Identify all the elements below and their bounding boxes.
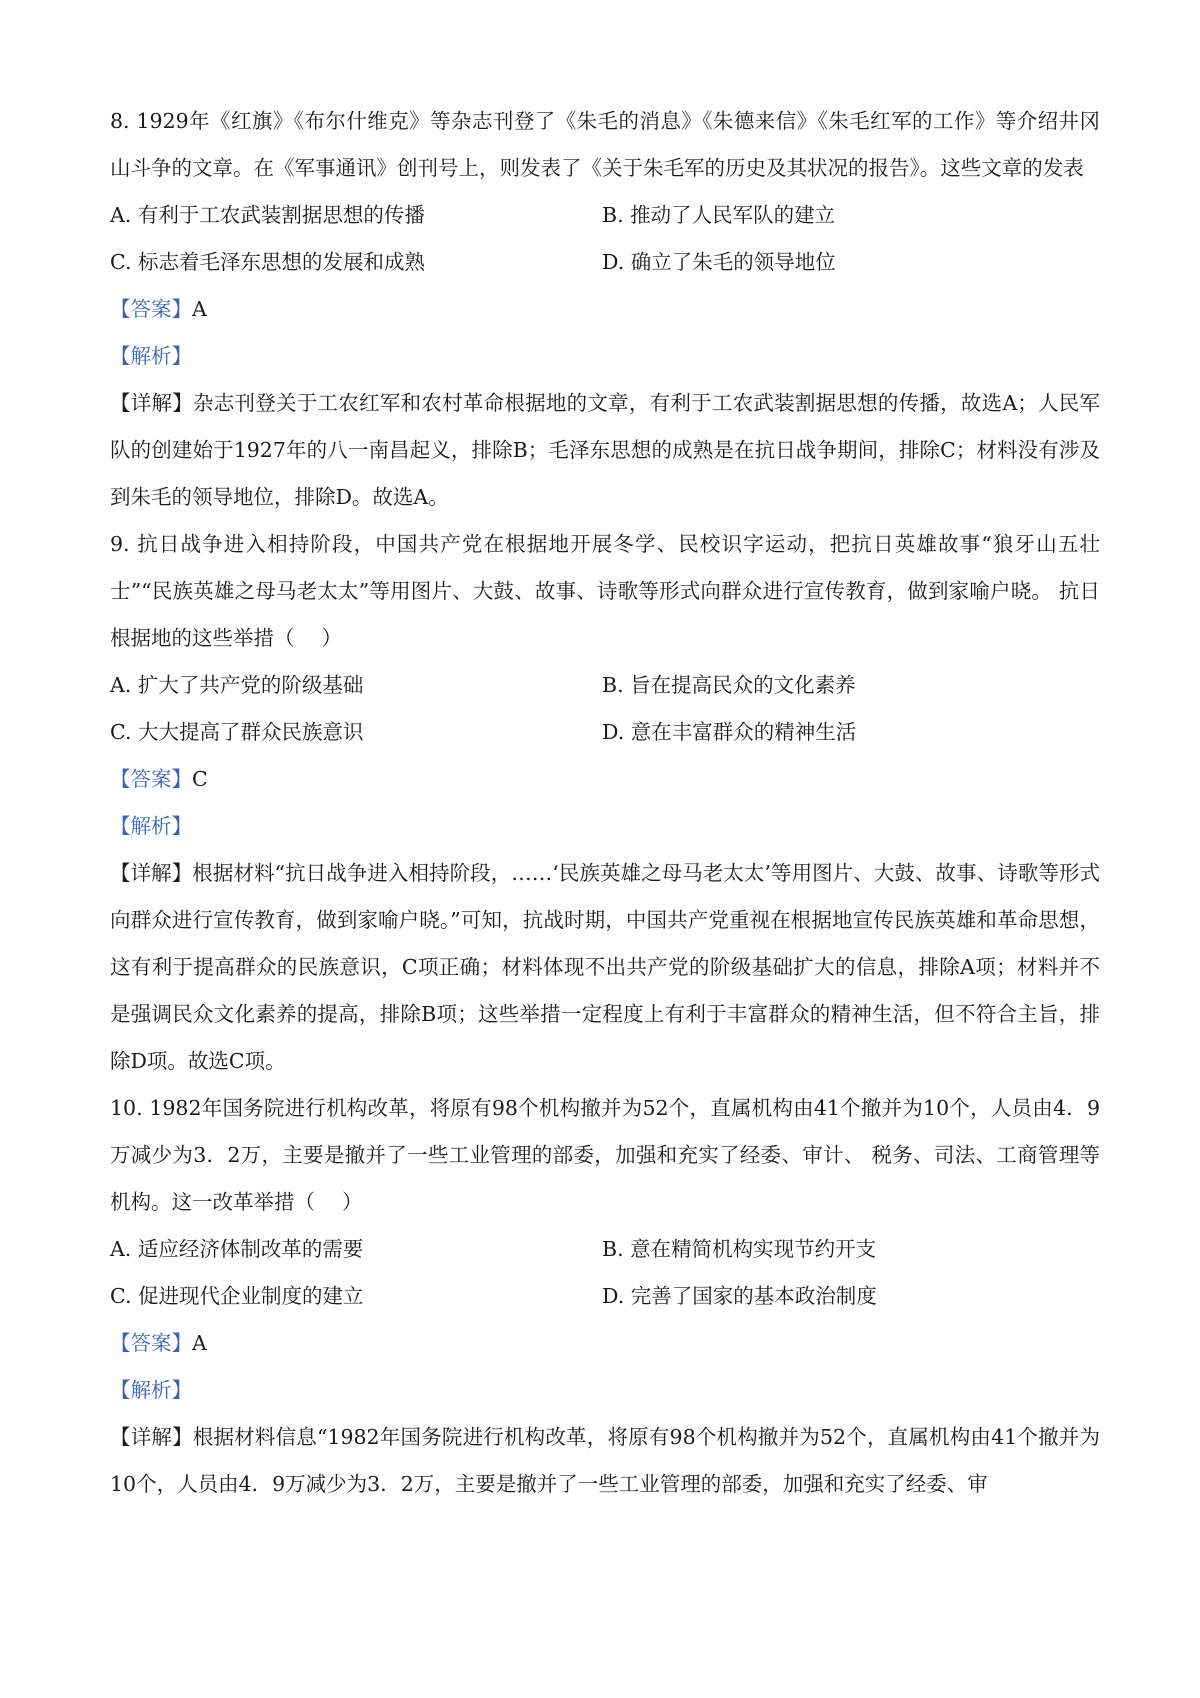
question-stem: 9. 抗日战争进入相持阶段，中国共产党在根据地开展冬学、民校识字运动，把抗日英雄故事“狼牙山五壮士”“民族英雄之母马老太太”等用图片、大鼓、故事、诗歌等形式向群众进行宣传教育，做到家喻户晓。 抗日根据地的这些举措（ ） [110,532,1100,650]
option-c: C. 大大提高了群众民族意识 [110,720,364,744]
question-8 [110,98,1100,521]
answer-label: 【答案】 [110,1331,192,1355]
detail-label: 【详解】 [110,391,194,415]
detail-paragraph [110,1414,1100,1508]
answer-label: 【答案】 [110,297,192,321]
question-10 [110,1085,1100,1508]
option-a: A. 适应经济体制改革的需要 [110,1237,364,1261]
document-page [110,98,1100,1508]
option-a: A. 扩大了共产党的阶级基础 [110,673,364,697]
option-b: B. 旨在提高民众的文化素养 [602,673,856,697]
detail-paragraph [110,380,1100,521]
detail-text: 杂志刊登关于工农红军和农村革命根据地的文章，有利于工农武装割据思想的传播，故选A；人民军队的创建始于1927年的八一南昌起义，排除B；毛泽东思想的成熟是在抗日战争期间，排除C；材料没有涉及到朱毛的领导地位，排除D。故选A。 [110,391,1101,509]
option-c: C. 促进现代企业制度的建立 [110,1284,364,1308]
options-row [110,709,1100,756]
detail-label: 【详解】 [110,861,193,885]
answer-value: A [192,1331,207,1355]
option-a: A. 有利于工农武装割据思想的传播 [110,203,425,227]
analysis-label: 【解析】 [110,814,192,838]
answer-line [110,1320,1100,1367]
option-d: D. 意在丰富群众的精神生活 [602,720,857,744]
question-stem: 10. 1982年国务院进行机构改革，将原有98个机构撤并为52个，直属机构由41个撤并为10个，人员由4．9万减少为3．2万，主要是撤并了一些工业管理的部委，加强和充实了经委、审计、 税务、司法、工商管理等机构。这一改革举措（ ） [110,1096,1100,1214]
question-stem: 8. 1929年《红旗》《布尔什维克》等杂志刊登了《朱毛的消息》《朱德来信》《朱毛红军的工作》等介绍井冈山斗争的文章。在《军事通讯》创刊号上，则发表了《关于朱毛军的历史及其状况的报告》。这些文章的发表 [110,109,1100,180]
options-row [110,1226,1100,1273]
answer-line [110,286,1100,333]
question-9 [110,521,1100,1085]
answer-line [110,756,1100,803]
option-b: B. 推动了人民军队的建立 [602,203,836,227]
analysis-label: 【解析】 [110,344,192,368]
option-b: B. 意在精简机构实现节约开支 [602,1237,877,1261]
option-d: D. 完善了国家的基本政治制度 [602,1284,877,1308]
options-row [110,662,1100,709]
answer-label: 【答案】 [110,767,192,791]
options-row [110,239,1100,286]
detail-paragraph [110,850,1100,1085]
analysis-label: 【解析】 [110,1378,192,1402]
answer-value: C [192,767,208,791]
options-row [110,1273,1100,1320]
option-c: C. 标志着毛泽东思想的发展和成熟 [110,250,425,274]
answer-value: A [192,297,207,321]
detail-text: 根据材料信息“1982年国务院进行机构改革，将原有98个机构撤并为52个，直属机构由41个撤并为10个，人员由4．9万减少为3．2万，主要是撤并了一些工业管理的部委，加强和充实了经委、审 [110,1425,1100,1496]
detail-text: 根据材料“抗日战争进入相持阶段，……‘民族英雄之母马老太太’等用图片、大鼓、故事、诗歌等形式向群众进行宣传教育，做到家喻户晓。”可知，抗战时期，中国共产党重视在根据地宣传民族英雄和革命思想，这有利于提高群众的民族意识，C项正确；材料体现不出共产党的阶级基础扩大的信息，排除A项；材料并不是强调民众文化素养的提高，排除B项；这些举措一定程度上有利于丰富群众的精神生活，但不符合主旨，排除D项。故选C项。 [110,861,1101,1073]
options-row [110,192,1100,239]
option-d: D. 确立了朱毛的领导地位 [602,250,836,274]
detail-label: 【详解】 [110,1425,193,1449]
